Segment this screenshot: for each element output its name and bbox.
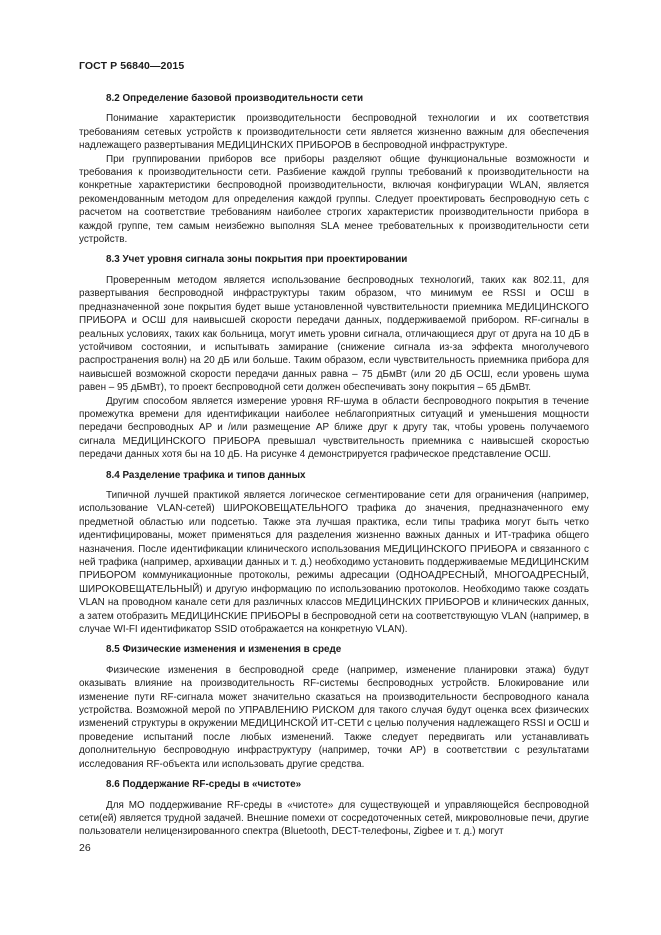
paragraph: Другим способом является измерение уровня RF-шума в области беспроводного покрытия в течение промежутка времени для идентификации наиболее неблагоприятных ситуаций и уменьшения мощности передачи беспроводных AP и /или размещение AP ближе друг к другу так, чтобы уровень получаемого сигнала МЕДИЦИНСКОГО ПРИБОРА превышал чувствительность приемника с наивысшей скоростью передачи данных хотя бы на 10 дБ. На рисунке 4 демонстрируется графическое представление ОСШ. (79, 395, 589, 461)
section-8-3 (79, 253, 589, 461)
section-heading: 8.3 Учет уровня сигнала зоны покрытия при проектировании (106, 254, 408, 266)
section-heading: 8.2 Определение базовой производительности сети (106, 93, 364, 104)
section-8-4 (79, 469, 589, 637)
paragraph: Проверенным методом является использование беспроводных технологий, таких как 802.11, для развертывания беспроводной инфраструктуры таким образом, что минимум ее RSSI и ОСШ в предназначенной зоне покрытия будет выше установленной чувствительности приемника МЕДИЦИНСКОГО ПРИБОРА и ОСШ для наивысшей скорости передачи данных, поддерживаемой прибором. RF-сигналы в реальных условиях, таких как больница, могут иметь уровни сигнала, отличающиеся друг от друга на 10 дБ в устойчивом состоянии, и испытывать замирание (снижение сигнала из-за эффекта многолучевого распространения волн) на 20 дБ или больше. Таким образом, если чувствительность приемника прибора для наивысшей возможной скорости передачи данных равна – 75 дБмВт (или 20 дБ ОСШ, если уровень шума равен – 95 дБмВт), то проект беспроводной сети должен обеспечивать зону покрытия – 65 дБмВт. (79, 274, 589, 394)
section-heading: 8.6 Поддержание RF-среды в «чистоте» (106, 779, 302, 791)
document-body (79, 92, 589, 846)
paragraph: При группировании приборов все приборы разделяют общие функциональные возможности и требования к производительности сети. Разбиение каждой группы требований к производительности на конкретные характеристики беспроводной производительности, включая конфигурации WLAN, является рекомендованным методом для определения каждой группы. Следует проектировать беспроводную сеть с расчетом на соответствие требованиям наиболее строгих характеристик производительности прибора в каждой группе, тем самым неизбежно выполняя SLA менее требовательных к производительности сети устройств. (79, 153, 589, 246)
section-heading: 8.4 Разделение трафика и типов данных (106, 469, 306, 481)
paragraph: Для МО поддерживание RF-среды в «чистоте» для существующей и управляющейся беспроводной сети(ей) является трудной задачей. Внешние помехи от сосредоточенных сетей, микроволновые печи, другие пользователи нелицензированного спектра (Bluetooth, DECT-телефоны, Zigbee и т. д.) могут (79, 799, 589, 838)
section-8-6 (79, 778, 589, 839)
section-heading: 8.5 Физические изменения и изменения в среде (106, 644, 342, 656)
page-number: 26 (79, 842, 91, 854)
paragraph: Понимание характеристик производительности беспроводной технологии и их соответствия требованиям сетевых устройств к производительности сети является жизненно важным для обеспечения надлежащего развертывания МЕДИЦИНСКИХ ПРИБОРОВ в беспроводной инфраструктуре. (79, 113, 589, 152)
paragraph: Типичной лучшей практикой является логическое сегментирование сети для ограничения (например, использование VLAN-сетей) ШИРОКОВЕЩАТЕЛЬНОГО трафика до значения, предназначенного ему предметной областью или подсетью. Также эта лучшая практика, если типы трафика могут быть четко идентифицированы, может применяться для разделения жизненно важных данных и ИТ-трафика общего назначения. После идентификации клинического использования МЕДИЦИНСКОГО ПРИБОРА и связанного с ней трафика (например, архивации данных и т. д.) необходимо установить поддерживаемые МЕДИЦИНСКИМ ПРИБОРОМ коммуникационные протоколы, режимы адресации (ОДНОАДРЕСНЫЙ, МНОГОАДРЕСНЫЙ, ШИРОКОВЕЩАТЕЛЬНЫЙ) и другую информацию по использованию протоколов. Необходимо также создать VLAN на проводном канале сети для различных классов МЕДИЦИНСКИХ ПРИБОРОВ и клинических данных, а затем отобразить МЕДИЦИНСКИЕ ПРИБОРЫ в беспроводной сети на соответствующую VLAN (например, в случае WI-FI идентификатор SSID отображается на конкретную VLAN). (79, 489, 589, 636)
section-8-5 (79, 643, 589, 771)
document-header: ГОСТ Р 56840—2015 (79, 60, 185, 72)
paragraph: Физические изменения в беспроводной среде (например, изменение планировки этажа) будут оказывать влияние на производительность RF-системы беспроводных устройств. Блокирование или изменение пути RF-сигнала может значительно сказаться на производительности беспроводного канала устройства. Возможной мерой по УПРАВЛЕНИЮ РИСКОМ для такого случая будут оценка всех физических изменений структуры в окружении МЕДИЦИНСКОЙ ИТ-СЕТИ с целью получения надлежащего RSSI и ОСШ и проведение испытаний после любых изменений. Также следует передвигать или устанавливать дополнительную беспроводную инфраструктуру (например, точки AP) в соответствии с результатами исследования RF-объекта или использовать другие средства. (79, 664, 589, 770)
section-8-2 (79, 92, 589, 246)
